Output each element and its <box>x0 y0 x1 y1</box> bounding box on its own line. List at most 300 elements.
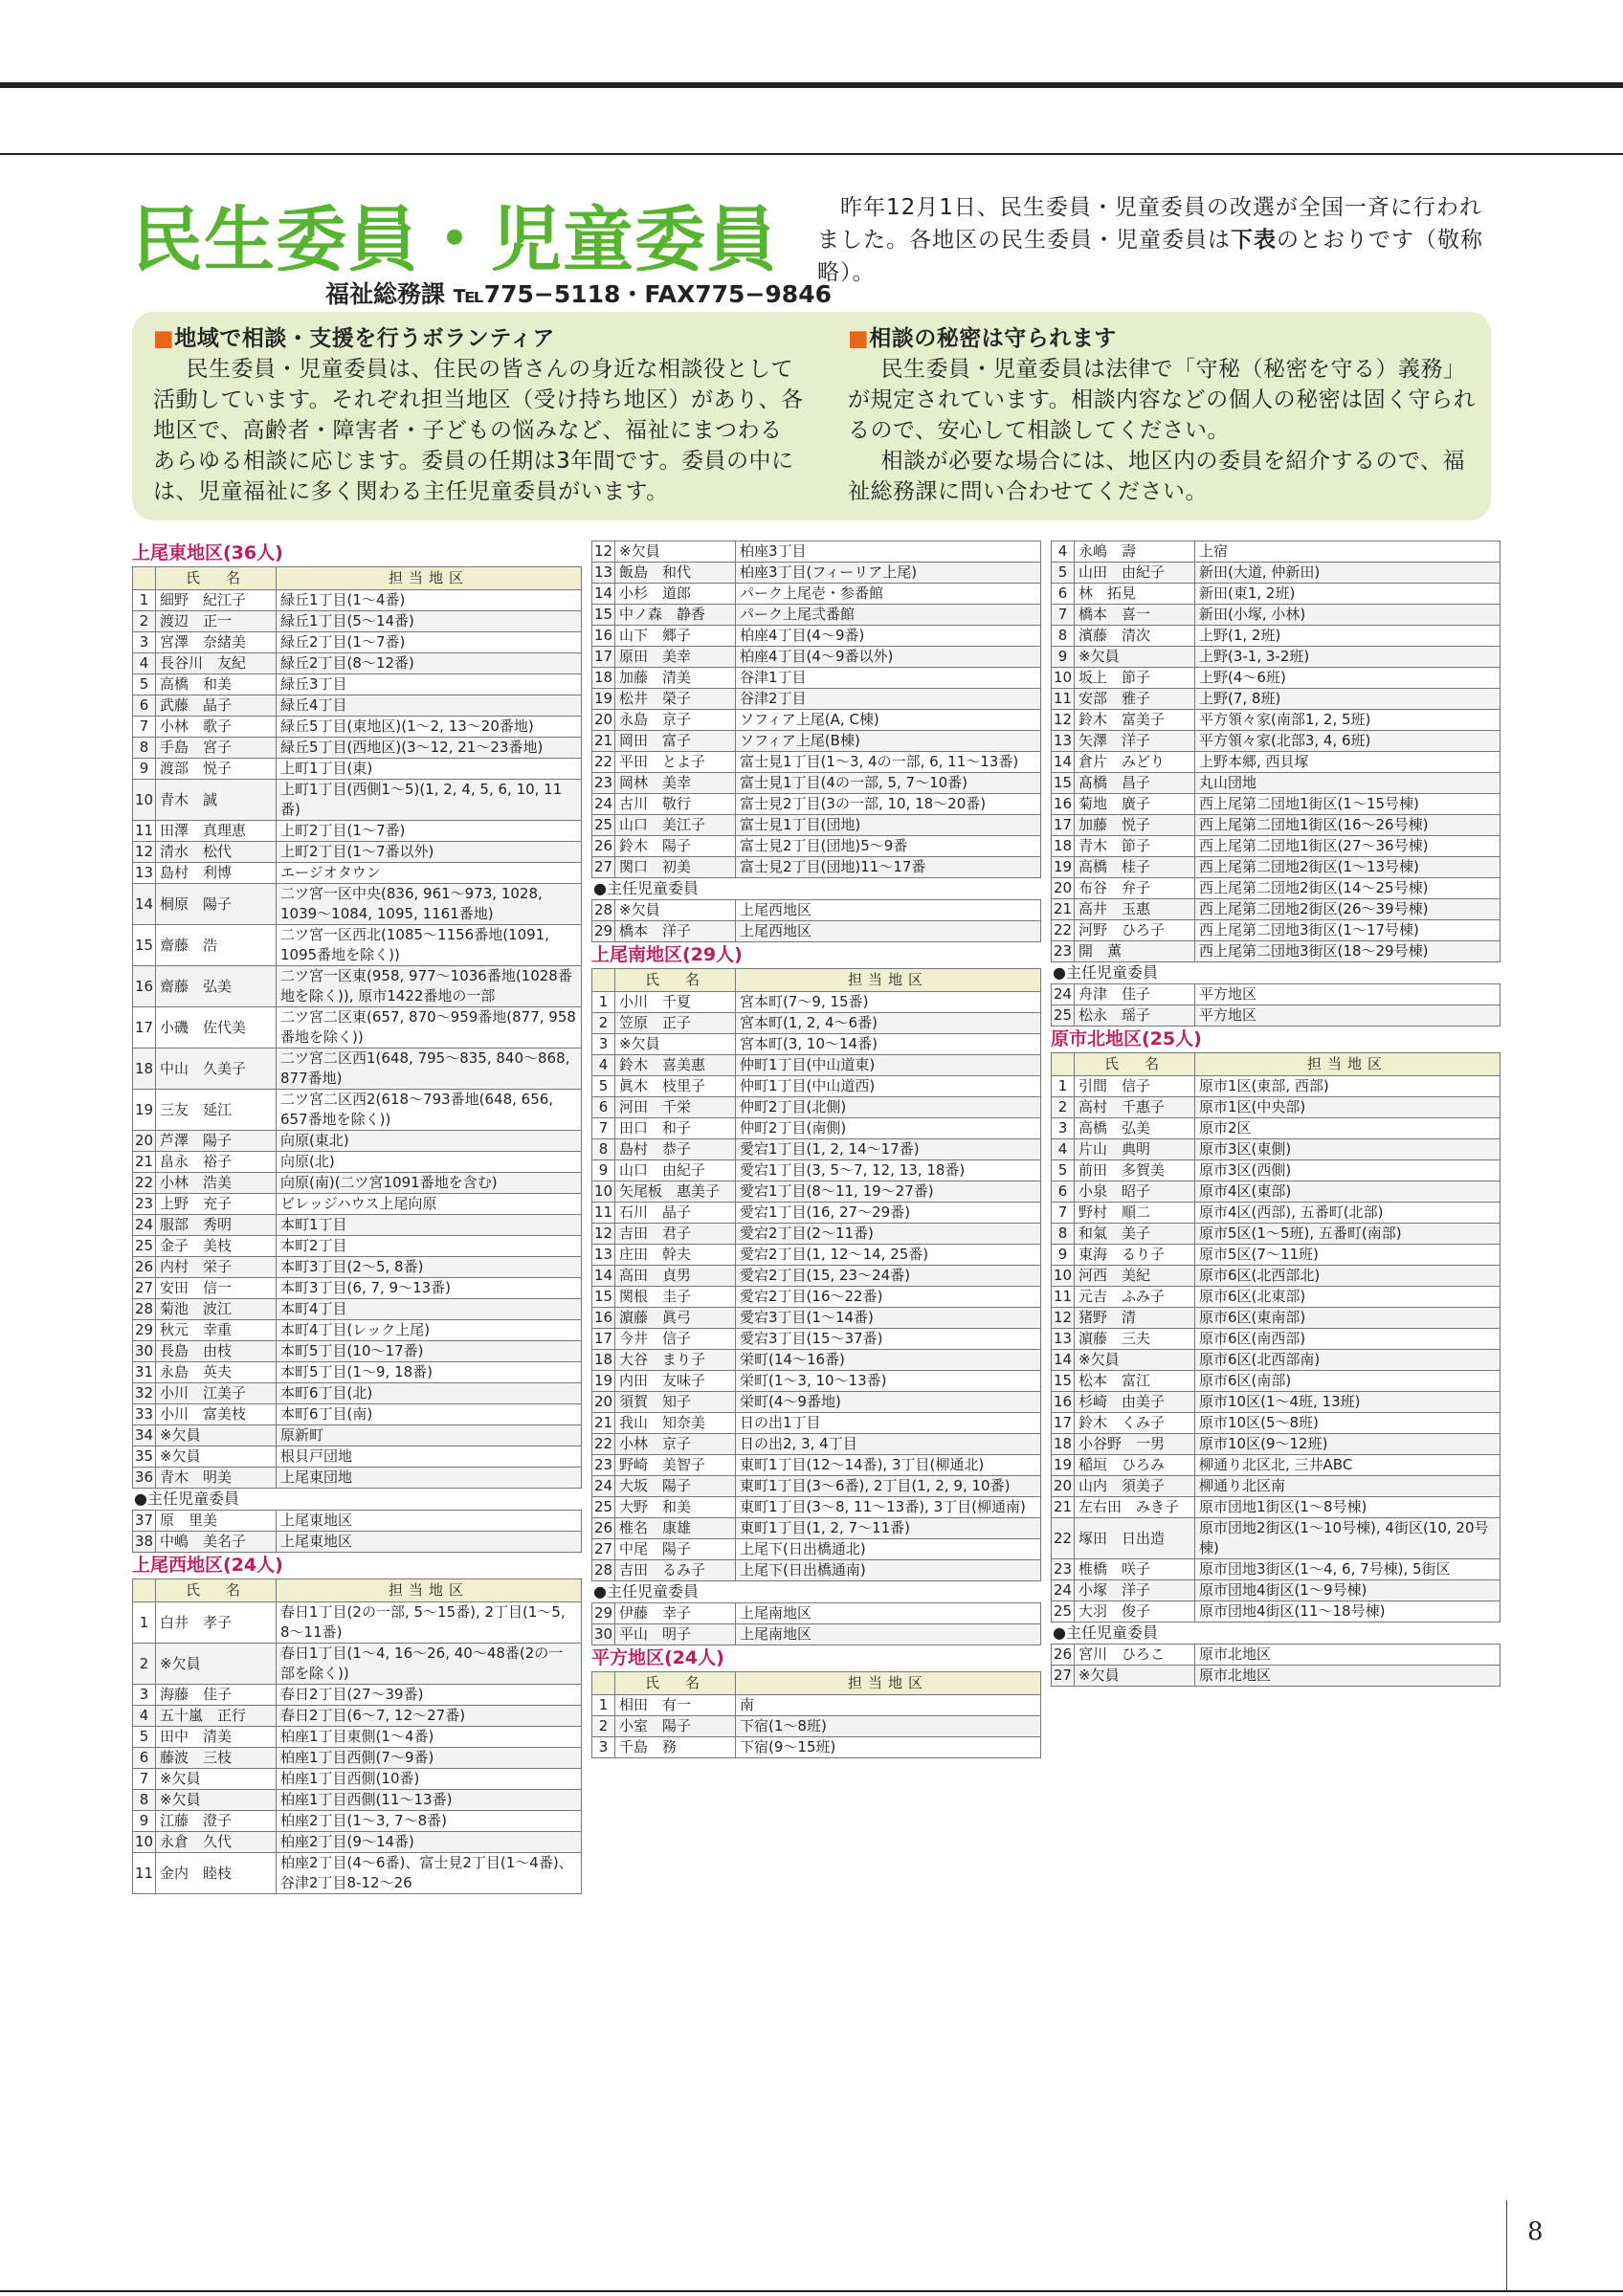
member-name: 我山 知奈美 <box>615 1413 736 1434</box>
row-number: 22 <box>133 1173 156 1194</box>
table-row <box>1052 857 1501 878</box>
assigned-area: パーク上尾弐番館 <box>736 605 1041 626</box>
table-row <box>1052 647 1501 668</box>
row-number: 26 <box>592 836 615 857</box>
member-name: 高橋 桂子 <box>1075 857 1195 878</box>
row-number: 15 <box>1052 773 1075 794</box>
table-row <box>133 1007 582 1049</box>
row-number: 35 <box>133 1446 156 1468</box>
table-row <box>592 1737 1041 1758</box>
table-row <box>1052 773 1501 794</box>
row-number: 3 <box>592 1737 615 1758</box>
table-row <box>133 1236 582 1257</box>
assigned-area: 富士見2丁目(団地)11〜17番 <box>736 857 1041 878</box>
row-number: 20 <box>592 710 615 731</box>
assigned-area: 仲町2丁目(南側) <box>736 1118 1041 1139</box>
row-number: 2 <box>1052 1097 1075 1118</box>
assigned-area: 原市4区(東部) <box>1195 1181 1501 1203</box>
table-row <box>592 541 1041 563</box>
table-row <box>133 1446 582 1468</box>
row-number: 19 <box>1052 1455 1075 1476</box>
member-name: 小磯 佐代美 <box>156 1007 277 1049</box>
row-number: 4 <box>592 1055 615 1076</box>
assigned-area: 原市3区(西側) <box>1195 1160 1501 1181</box>
row-number: 3 <box>592 1034 615 1055</box>
row-number: 1 <box>133 590 156 611</box>
assigned-area: 富士見2丁目(3の一部, 10, 18〜20番) <box>736 794 1041 815</box>
header-number <box>592 969 615 992</box>
member-name: 宮澤 奈緒美 <box>156 632 277 653</box>
member-name: 海藤 佳子 <box>156 1685 277 1706</box>
table-row <box>1052 1350 1501 1371</box>
table-row <box>133 842 582 863</box>
table-row <box>592 1518 1041 1539</box>
header-area: 担当地区 <box>277 1579 582 1602</box>
row-number: 23 <box>1052 1559 1075 1580</box>
table-row <box>1052 668 1501 689</box>
member-name: 高橋 弘美 <box>1075 1118 1195 1139</box>
member-name: ※欠員 <box>1075 647 1195 668</box>
assigned-area: 愛宕1丁目(3, 5〜7, 12, 13, 18番) <box>736 1160 1041 1181</box>
member-name: 千島 務 <box>615 1737 736 1758</box>
table-row <box>133 738 582 759</box>
table-row <box>1052 815 1501 836</box>
table-row <box>133 1706 582 1727</box>
assigned-area: 富士見1丁目(団地) <box>736 815 1041 836</box>
member-name: 山下 郷子 <box>615 626 736 647</box>
row-number: 24 <box>1052 1580 1075 1601</box>
row-number: 16 <box>1052 1392 1075 1413</box>
member-name: 河西 美紀 <box>1075 1266 1195 1287</box>
assigned-area: 本町3丁目(6, 7, 9〜13番) <box>277 1278 582 1299</box>
table-row <box>133 1685 582 1706</box>
table-row <box>1052 794 1501 815</box>
table-row <box>592 1160 1041 1181</box>
table-row <box>592 563 1041 584</box>
row-number: 14 <box>592 1266 615 1287</box>
row-number: 6 <box>1052 1181 1075 1203</box>
table-row <box>1052 1266 1501 1287</box>
assigned-area: ソフィア上尾(A, C棟) <box>736 710 1041 731</box>
assigned-area: 平方領々家(北部3, 4, 6班) <box>1195 731 1501 752</box>
assigned-area: 緑丘4丁目 <box>277 695 582 717</box>
table-row <box>133 863 582 884</box>
assigned-area: 二ツ宮一区西北(1085〜1156番地(1091, 1095番地を除く)) <box>277 925 582 966</box>
table-row <box>133 632 582 653</box>
assigned-area: 原市5区(7〜11班) <box>1195 1245 1501 1266</box>
table-row <box>133 1727 582 1748</box>
member-name: 杉崎 由美子 <box>1075 1392 1195 1413</box>
assigned-area: 西上尾第二団地2街区(1〜13号棟) <box>1195 857 1501 878</box>
assigned-area: 二ツ宮一区東(958, 977〜1036番地(1028番地を除く)), 原市1422番地の一部 <box>277 966 582 1007</box>
assigned-area: 愛宕2丁目(2〜11番) <box>736 1224 1041 1245</box>
table-row <box>592 1139 1041 1160</box>
member-name: 高田 貞男 <box>615 1266 736 1287</box>
assigned-area: 下宿(1〜8班) <box>736 1716 1041 1737</box>
header-rule <box>0 153 1623 155</box>
row-number: 3 <box>133 1685 156 1706</box>
table-row <box>133 1811 582 1832</box>
row-number: 20 <box>1052 1476 1075 1497</box>
row-number: 9 <box>1052 647 1075 668</box>
table-row <box>592 1350 1041 1371</box>
row-number: 16 <box>592 1308 615 1329</box>
assigned-area: 二ツ宮二区西1(648, 795〜835, 840〜868, 877番地) <box>277 1049 582 1090</box>
row-number: 38 <box>133 1532 156 1553</box>
member-name: 相田 有一 <box>615 1695 736 1716</box>
assigned-area: 原市1区(中央部) <box>1195 1097 1501 1118</box>
member-name: 大坂 陽子 <box>615 1476 736 1497</box>
row-number: 16 <box>592 626 615 647</box>
row-number: 12 <box>1052 1308 1075 1329</box>
member-name: 倉片 みどり <box>1075 752 1195 773</box>
table-row <box>592 1695 1041 1716</box>
table-header-row <box>592 969 1041 992</box>
member-name: 渡部 悦子 <box>156 759 277 780</box>
row-number: 14 <box>133 884 156 925</box>
assigned-area: 緑丘2丁目(1〜7番) <box>277 632 582 653</box>
member-name: 小谷野 一男 <box>1075 1434 1195 1455</box>
row-number: 20 <box>133 1131 156 1152</box>
row-number: 12 <box>592 1224 615 1245</box>
table-row <box>133 1194 582 1215</box>
table-row <box>592 1013 1041 1034</box>
row-number: 16 <box>133 966 156 1007</box>
row-number: 8 <box>1052 1224 1075 1245</box>
member-name: 大羽 俊子 <box>1075 1601 1195 1623</box>
member-name: 松本 富江 <box>1075 1371 1195 1392</box>
row-number: 6 <box>592 1097 615 1118</box>
row-number: 11 <box>133 1853 156 1894</box>
member-name: 飯島 和代 <box>615 563 736 584</box>
assigned-area: 西上尾第二団地3街区(18〜29号棟) <box>1195 941 1501 962</box>
member-name: 小川 富美枝 <box>156 1404 277 1425</box>
member-name: 五十嵐 正行 <box>156 1706 277 1727</box>
table-row <box>592 584 1041 605</box>
assigned-area: ソフィア上尾(B棟) <box>736 731 1041 752</box>
page-number: 8 <box>1527 2218 1544 2246</box>
table-row <box>133 1278 582 1299</box>
table-row <box>592 1181 1041 1203</box>
member-name: 塚田 日出造 <box>1075 1518 1195 1559</box>
table-row <box>133 1320 582 1341</box>
member-name: 高村 千惠子 <box>1075 1097 1195 1118</box>
row-number: 17 <box>592 1329 615 1350</box>
row-number: 10 <box>592 1181 615 1203</box>
district-table <box>591 541 1041 878</box>
table-row <box>592 626 1041 647</box>
row-number: 7 <box>133 1769 156 1790</box>
row-number: 8 <box>592 1139 615 1160</box>
assigned-area: 東町1丁目(12〜14番), 3丁目(柳通北) <box>736 1455 1041 1476</box>
member-name: 須賀 知子 <box>615 1392 736 1413</box>
table-row <box>133 759 582 780</box>
chief-child-commissioner-label: ●主任児童委員 <box>1053 963 1158 982</box>
section-title: 平方地区(24人) <box>591 1647 724 1668</box>
member-name: 松井 榮子 <box>615 689 736 710</box>
row-number: 10 <box>133 1832 156 1853</box>
row-number: 10 <box>133 780 156 821</box>
assigned-area: 原市北地区 <box>1195 1666 1501 1687</box>
row-number: 11 <box>133 821 156 842</box>
assigned-area: 上尾西地区 <box>736 900 1041 921</box>
page-title: 民生委員・児童委員 <box>132 199 778 281</box>
member-name: 大谷 まり子 <box>615 1350 736 1371</box>
section-title: 原市北地区(25人) <box>1051 1028 1202 1049</box>
table-row <box>1052 1476 1501 1497</box>
member-name: 鈴木 陽子 <box>615 836 736 857</box>
row-number: 17 <box>592 647 615 668</box>
assigned-area: 西上尾第二団地3街区(1〜17号棟) <box>1195 920 1501 941</box>
member-name: 石川 晶子 <box>615 1203 736 1224</box>
member-name: 菊地 廣子 <box>1075 794 1195 815</box>
table-row <box>133 1602 582 1644</box>
table-row <box>592 668 1041 689</box>
row-number: 30 <box>133 1341 156 1362</box>
header-area: 担当地区 <box>277 567 582 590</box>
assigned-area: 愛宕3丁目(1〜14番) <box>736 1308 1041 1329</box>
table-row <box>133 780 582 821</box>
row-number: 30 <box>592 1624 615 1645</box>
row-number: 25 <box>592 1497 615 1518</box>
assigned-area: 上尾下(日出橋通北) <box>736 1539 1041 1560</box>
assigned-area: 上尾南地区 <box>736 1624 1041 1645</box>
row-number: 11 <box>1052 1287 1075 1308</box>
member-name: 坂上 節子 <box>1075 668 1195 689</box>
assigned-area: 愛宕3丁目(15〜37番) <box>736 1329 1041 1350</box>
row-number: 28 <box>592 1560 615 1581</box>
row-number: 23 <box>592 1455 615 1476</box>
table-row <box>592 1308 1041 1329</box>
member-name: 元吉 ふみ子 <box>1075 1287 1195 1308</box>
table-row <box>1052 1497 1501 1518</box>
assigned-area: 向原(北) <box>277 1152 582 1173</box>
table-row <box>133 1173 582 1194</box>
member-name: 小林 歌子 <box>156 717 277 738</box>
assigned-area: 西上尾第二団地1街区(1〜15号棟) <box>1195 794 1501 815</box>
header-area: 担当地区 <box>1195 1053 1501 1076</box>
chief-child-commissioner-table <box>1051 983 1501 1027</box>
member-name: 吉田 るみ子 <box>615 1560 736 1581</box>
member-name: 大野 和美 <box>615 1497 736 1518</box>
bottom-rule <box>0 2290 1623 2292</box>
member-name: 山田 由紀子 <box>1075 563 1195 584</box>
member-name: 田中 清美 <box>156 1727 277 1748</box>
table-row <box>1052 984 1501 1005</box>
assigned-area: 新田(小塚, 小林) <box>1195 605 1501 626</box>
row-number: 13 <box>1052 731 1075 752</box>
assigned-area: 本町6丁目(南) <box>277 1404 582 1425</box>
assigned-area: ビレッジハウス上尾向原 <box>277 1194 582 1215</box>
member-name: 古川 敬行 <box>615 794 736 815</box>
table-row <box>133 674 582 695</box>
intro-text-post: のとおりです（敬称略）。 <box>817 228 1483 285</box>
assigned-area: 二ツ宮二区西2(618〜793番地(648, 656, 657番地を除く)) <box>277 1090 582 1131</box>
row-number: 9 <box>133 1811 156 1832</box>
member-name: 菊池 波江 <box>156 1299 277 1320</box>
row-number: 5 <box>1052 1160 1075 1181</box>
assigned-area: 柏座1丁目西側(11〜13番) <box>277 1790 582 1811</box>
member-name: 齋藤 浩 <box>156 925 277 966</box>
assigned-area: 愛宕2丁目(15, 23〜24番) <box>736 1266 1041 1287</box>
member-name: 濵藤 眞弓 <box>615 1308 736 1329</box>
row-number: 1 <box>1052 1076 1075 1097</box>
member-name: 開 薫 <box>1075 941 1195 962</box>
assigned-area: 本町2丁目 <box>277 1236 582 1257</box>
table-row <box>1052 1580 1501 1601</box>
assigned-area: 宮本町(7〜9, 15番) <box>736 992 1041 1013</box>
assigned-area: 仲町1丁目(中山道西) <box>736 1076 1041 1097</box>
member-name: 金子 美枝 <box>156 1236 277 1257</box>
member-name: 服部 秀明 <box>156 1215 277 1236</box>
table-row <box>592 1624 1041 1645</box>
member-name: 岡田 富子 <box>615 731 736 752</box>
table-row <box>133 653 582 674</box>
assigned-area: 春日1丁目(2の一部, 5〜15番), 2丁目(1〜5, 8〜11番) <box>277 1602 582 1644</box>
assigned-area: 南 <box>736 1695 1041 1716</box>
table-row <box>592 1455 1041 1476</box>
table-header-row <box>133 567 582 590</box>
member-name: ※欠員 <box>156 1769 277 1790</box>
member-name: 島村 利博 <box>156 863 277 884</box>
row-number: 3 <box>133 632 156 653</box>
assigned-area: 柏座1丁目東側(1〜4番) <box>277 1727 582 1748</box>
row-number: 34 <box>133 1425 156 1446</box>
district-table <box>1051 541 1501 962</box>
row-number: 15 <box>1052 1371 1075 1392</box>
assigned-area: 西上尾第二団地2街区(26〜39号棟) <box>1195 899 1501 920</box>
table-row <box>1052 563 1501 584</box>
row-number: 36 <box>133 1468 156 1489</box>
assigned-area: 上尾東団地 <box>277 1468 582 1489</box>
info-box <box>132 312 1491 520</box>
row-number: 23 <box>133 1194 156 1215</box>
row-number: 27 <box>592 1539 615 1560</box>
table-row <box>592 752 1041 773</box>
table-row <box>1052 1160 1501 1181</box>
assigned-area: 本町1丁目 <box>277 1215 582 1236</box>
row-number: 19 <box>133 1090 156 1131</box>
assigned-area: 原市団地4街区(1〜9号棟) <box>1195 1580 1501 1601</box>
member-name: 小川 千夏 <box>615 992 736 1013</box>
table-row <box>592 647 1041 668</box>
row-number: 23 <box>1052 941 1075 962</box>
table-row <box>133 717 582 738</box>
assigned-area: 原市5区(1〜5班), 五番町(南部) <box>1195 1224 1501 1245</box>
assigned-area: 本町5丁目(1〜9, 18番) <box>277 1362 582 1383</box>
member-name: 椎橋 咲子 <box>1075 1559 1195 1580</box>
row-number: 4 <box>133 1706 156 1727</box>
table-row <box>592 921 1041 942</box>
row-number: 12 <box>592 541 615 563</box>
member-name: 細野 紀江子 <box>156 590 277 611</box>
assigned-area: 上尾東地区 <box>277 1511 582 1532</box>
assigned-area: 仲町1丁目(中山道東) <box>736 1055 1041 1076</box>
table-row <box>1052 1076 1501 1097</box>
member-name: 小室 陽子 <box>615 1716 736 1737</box>
row-number: 7 <box>133 717 156 738</box>
table-row <box>133 1790 582 1811</box>
row-number: 18 <box>1052 836 1075 857</box>
header-number <box>133 567 156 590</box>
table-row <box>133 1299 582 1320</box>
table-row <box>592 1539 1041 1560</box>
member-name: 山口 由紀子 <box>615 1160 736 1181</box>
row-number: 13 <box>592 563 615 584</box>
table-row <box>1052 1518 1501 1559</box>
assigned-area: 上野(7, 8班) <box>1195 689 1501 710</box>
member-name: ※欠員 <box>615 900 736 921</box>
member-name: ※欠員 <box>1075 1350 1195 1371</box>
assigned-area: 柏座1丁目西側(7〜9番) <box>277 1748 582 1769</box>
table-row <box>1052 626 1501 647</box>
assigned-area: 原新町 <box>277 1425 582 1446</box>
row-number: 37 <box>133 1511 156 1532</box>
member-name: 金内 睦枝 <box>156 1853 277 1894</box>
member-name: 中尾 陽子 <box>615 1539 736 1560</box>
header-area: 担当地区 <box>736 1672 1041 1695</box>
table-row <box>592 1497 1041 1518</box>
table-row <box>1052 1245 1501 1266</box>
assigned-area: 上野(4〜6班) <box>1195 668 1501 689</box>
table-row <box>1052 1371 1501 1392</box>
assigned-area: パーク上尾壱・参番館 <box>736 584 1041 605</box>
table-row <box>1052 1645 1501 1666</box>
row-number: 29 <box>592 1603 615 1624</box>
table-row <box>133 1769 582 1790</box>
member-name: 青木 明美 <box>156 1468 277 1489</box>
member-name: 小林 浩美 <box>156 1173 277 1194</box>
table-row <box>592 1203 1041 1224</box>
header-number <box>133 1579 156 1602</box>
assigned-area: 柏座3丁目(フィーリア上尾) <box>736 563 1041 584</box>
member-name: 稲垣 ひろみ <box>1075 1455 1195 1476</box>
row-number: 17 <box>133 1007 156 1049</box>
row-number: 25 <box>1052 1005 1075 1027</box>
member-name: 鈴木 富美子 <box>1075 710 1195 731</box>
member-name: 野崎 美智子 <box>615 1455 736 1476</box>
page-number-rule <box>1506 2200 1507 2290</box>
table-column-2 <box>591 541 1041 1758</box>
row-number: 24 <box>592 794 615 815</box>
member-name: 白井 孝子 <box>156 1602 277 1644</box>
assigned-area: 仲町2丁目(北側) <box>736 1097 1041 1118</box>
row-number: 12 <box>1052 710 1075 731</box>
table-row <box>133 1748 582 1769</box>
table-row <box>1052 584 1501 605</box>
table-row <box>1052 541 1501 563</box>
table-row <box>592 1224 1041 1245</box>
table-row <box>1052 1181 1501 1203</box>
row-number: 9 <box>592 1160 615 1181</box>
chief-child-commissioner-table <box>132 1510 582 1553</box>
table-row <box>133 1511 582 1532</box>
header-number <box>1052 1053 1075 1076</box>
assigned-area: 原市6区(南西部) <box>1195 1329 1501 1350</box>
row-number: 5 <box>592 1076 615 1097</box>
row-number: 18 <box>592 1350 615 1371</box>
row-number: 33 <box>133 1404 156 1425</box>
assigned-area: 柏座1丁目西側(10番) <box>277 1769 582 1790</box>
row-number: 26 <box>1052 1645 1075 1666</box>
row-number: 13 <box>133 863 156 884</box>
assigned-area: 原市10区(9〜12班) <box>1195 1434 1501 1455</box>
member-name: 小林 京子 <box>615 1434 736 1455</box>
assigned-area: 原市2区 <box>1195 1118 1501 1139</box>
row-number: 15 <box>592 605 615 626</box>
row-number: 1 <box>592 992 615 1013</box>
table-row <box>133 695 582 717</box>
